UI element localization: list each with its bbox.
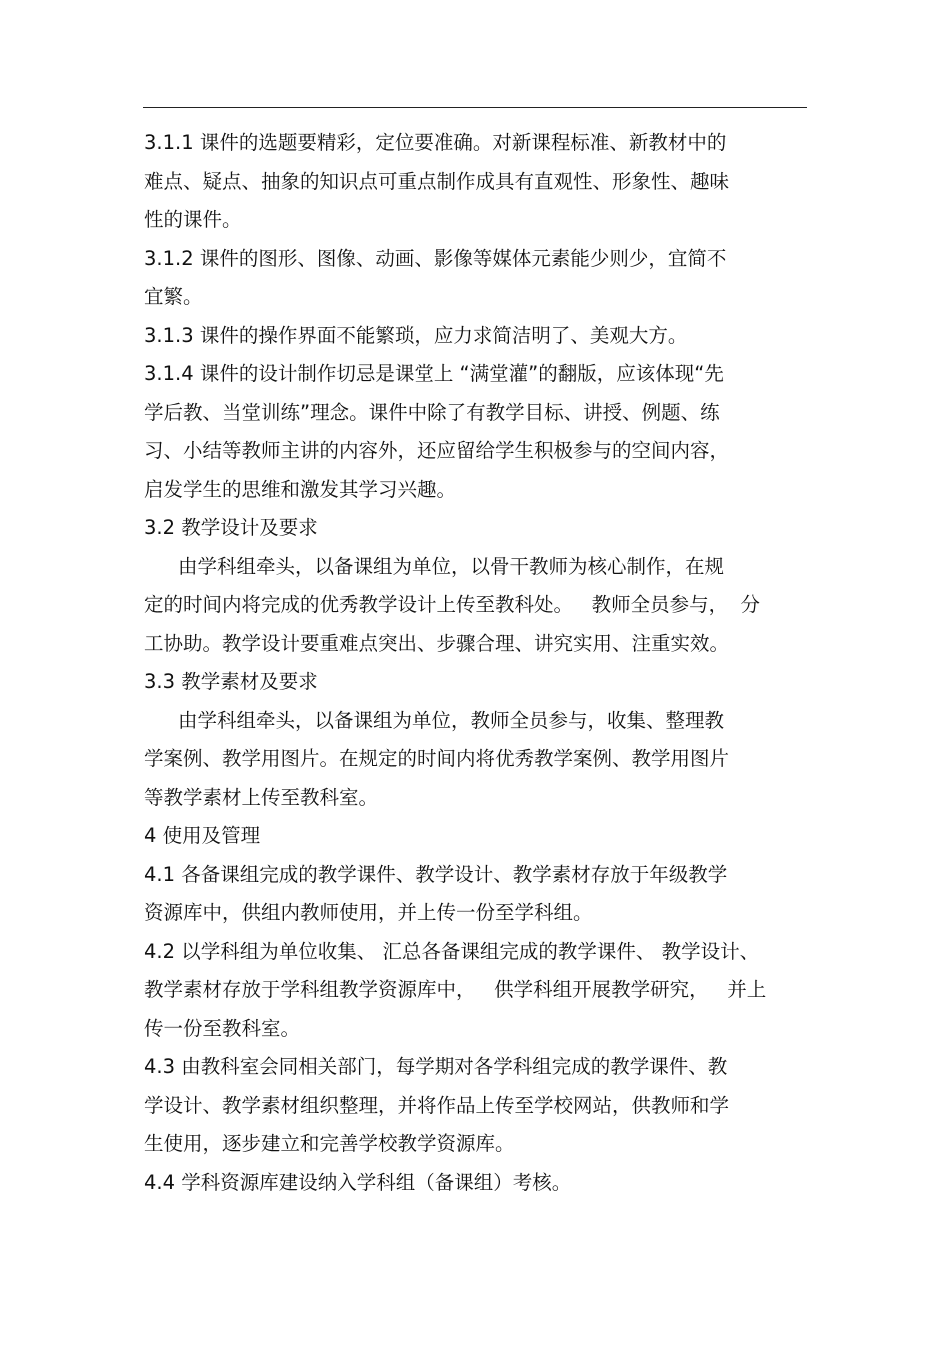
- paragraph-3-1-1-line-2: 难点、疑点、抽象的知识点可重点制作成具有直观性、形象性、趣味: [144, 169, 730, 193]
- section-heading-3-3: 3.3 教学素材及要求: [144, 670, 318, 693]
- paragraph-3-3-line-2: 学案例、教学用图片。在规定的时间内将优秀教学案例、教学用图片: [144, 747, 730, 770]
- paragraph-3-2-line-2: 定的时间内将完成的优秀教学设计上传至教科处。 教师全员参与， 分: [144, 593, 760, 616]
- paragraph-3-1-4-line-2: 学后教、当堂训练”理念。课件中除了有教学目标、讲授、例题、练: [144, 400, 720, 424]
- header-rule: [143, 107, 807, 108]
- document-body: [144, 124, 808, 1202]
- paragraph-4-2-line-3: 传一份至教科室。: [144, 1016, 301, 1040]
- paragraph-4-2-line-1: 4.2 以学科组为单位收集、 汇总各备课组完成的教学课件、 教学设计、: [144, 939, 760, 963]
- paragraph-3-1-2-line-1: 3.1.2 课件的图形、图像、动画、影像等媒体元素能少则少，宜简不: [144, 246, 727, 270]
- paragraph-3-2-line-1: 由学科组牵头，以备课组为单位，以骨干教师为核心制作，在规: [178, 554, 725, 578]
- paragraph-3-3-line-3: 等教学素材上传至教科室。: [144, 785, 379, 809]
- paragraph-3-1-2-line-2: 宜繁。: [144, 285, 203, 308]
- paragraph-3-2-line-3: 工协助。教学设计要重难点突出、步骤合理、讲究实用、注重实效。: [144, 631, 730, 655]
- section-heading-4: 4 使用及管理: [144, 824, 261, 847]
- paragraph-3-1-4-line-1: 3.1.4 课件的设计制作切忌是课堂上 “满堂灌”的翻版，应该体现“先: [144, 362, 724, 385]
- paragraph-3-1-4-line-3: 习、小结等教师主讲的内容外，还应留给学生积极参与的空间内容，: [144, 439, 730, 462]
- paragraph-4-1-line-1: 4.1 各备课组完成的教学课件、教学设计、教学素材存放于年级教学: [144, 862, 728, 886]
- paragraph-4-3-line-3: 生使用，逐步建立和完善学校教学资源库。: [144, 1132, 515, 1155]
- paragraph-3-1-3: 3.1.3 课件的操作界面不能繁琐，应力求简洁明了、美观大方。: [144, 323, 688, 347]
- paragraph-4-4: 4.4 学科资源库建设纳入学科组（备课组）考核。: [144, 1170, 572, 1194]
- paragraph-3-1-1-line-3: 性的课件。: [144, 208, 242, 231]
- paragraph-3-1-1-line-1: 3.1.1 课件的选题要精彩，定位要准确。对新课程标准、新教材中的: [144, 131, 727, 154]
- paragraph-4-3-line-1: 4.3 由教科室会同相关部门，每学期对各学科组完成的教学课件、教: [144, 1055, 728, 1078]
- paragraph-3-3-line-1: 由学科组牵头，以备课组为单位，教师全员参与，收集、整理教: [178, 708, 725, 732]
- paragraph-4-3-line-2: 学设计、教学素材组织整理，并将作品上传至学校网站，供教师和学: [144, 1093, 730, 1117]
- paragraph-4-2-line-2: 教学素材存放于学科组教学资源库中， 供学科组开展教学研究， 并上: [144, 978, 767, 1001]
- section-heading-3-2: 3.2 教学设计及要求: [144, 516, 318, 539]
- paragraph-4-1-line-2: 资源库中，供组内教师使用，并上传一份至学科组。: [144, 901, 593, 924]
- paragraph-3-1-4-line-4: 启发学生的思维和激发其学习兴趣。: [144, 477, 457, 501]
